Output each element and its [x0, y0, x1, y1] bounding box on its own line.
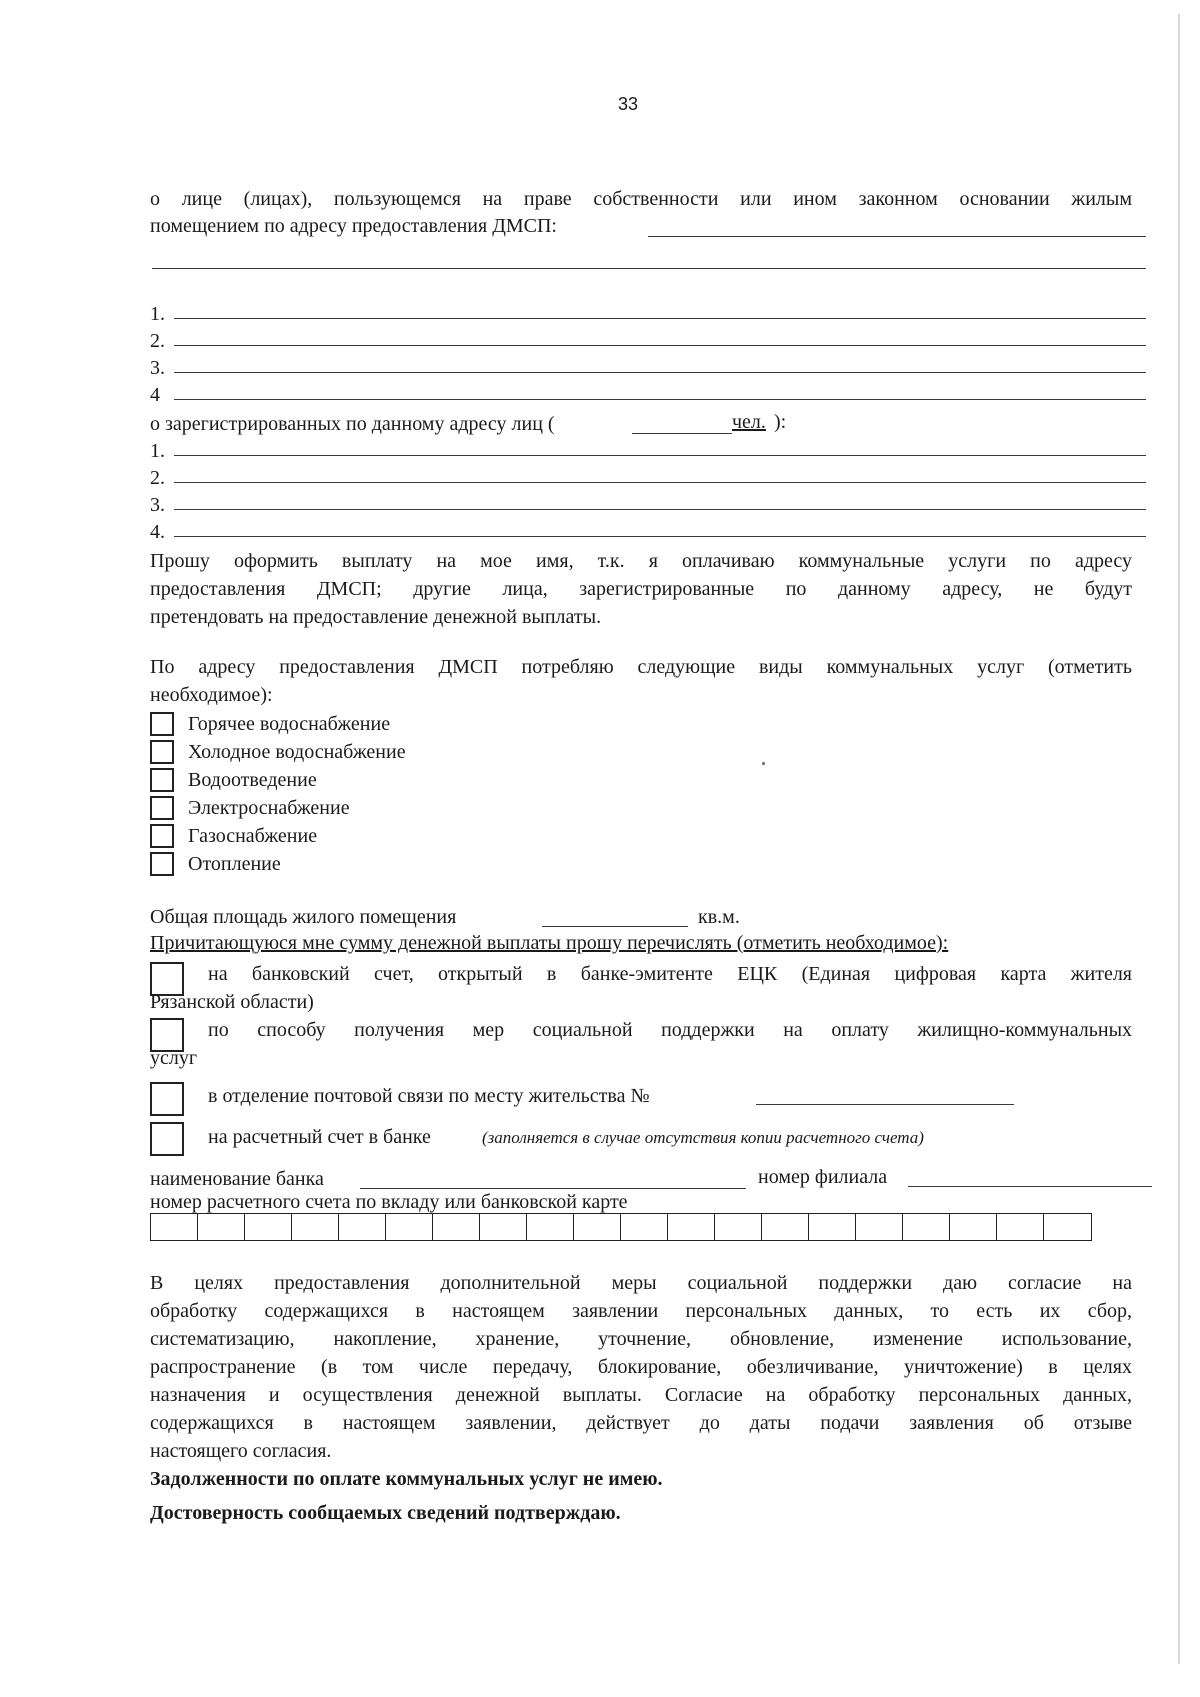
account-digit-cell[interactable] [198, 1214, 245, 1240]
payment-heading: Причитающуюся мне сумму денежной выплаты прошу перечислять (отметить необходимое): [150, 932, 949, 954]
persons-intro-line-1: о лице (лицах), пользующемся на праве собственности или ином законном основании жилым [150, 188, 1132, 210]
owner-number: 4 [150, 384, 160, 406]
branch-label: номер филиала [758, 1166, 888, 1188]
registered-field-1[interactable] [174, 455, 1146, 456]
consent-line-4: распространение (в том числе передачу, блокирование, обезличивание, уничтожение) в целях [150, 1356, 1132, 1378]
payment-post-office: в отделение почтовой связи по месту жительства № [208, 1085, 650, 1107]
consent-line-1: В целях предоставления дополнительной меры социальной поддержки даю согласие на [150, 1272, 1132, 1294]
services-intro-line-2: необходимое): [150, 684, 273, 706]
registered-label-start: о зарегистрированных по данному адресу лиц ( [150, 413, 555, 435]
account-digit-cell[interactable] [621, 1214, 668, 1240]
account-digit-cell[interactable] [433, 1214, 480, 1240]
registered-field-3[interactable] [174, 509, 1146, 510]
service-label-heating: Отопление [188, 853, 281, 875]
consent-line-3: систематизацию, накопление, хранение, уточнение, обновление, изменение использование, [150, 1328, 1132, 1350]
scan-edge [1178, 14, 1180, 1664]
area-label: Общая площадь жилого помещения [150, 906, 457, 928]
consent-line-5: назначения и осуществления денежной выплаты. Согласие на обработку персональных данных, [150, 1384, 1132, 1406]
registered-label-end: ): [774, 411, 787, 433]
account-digit-cell[interactable] [668, 1214, 715, 1240]
address-field-line-2[interactable] [152, 268, 1146, 269]
branch-field[interactable] [908, 1186, 1152, 1187]
account-number-grid[interactable] [150, 1213, 1092, 1241]
account-digit-cell[interactable] [762, 1214, 809, 1240]
request-line-1: Прошу оформить выплату на мое имя, т.к. я оплачиваю коммунальные услуги по адресу [150, 550, 1132, 572]
page-number: 33 [618, 94, 639, 114]
owner-number: 3. [150, 357, 165, 379]
payment-social-line-1: по способу получения мер социальной поддержки на оплату жилищно-коммунальных [208, 1019, 1132, 1041]
address-field-line-1[interactable] [648, 236, 1146, 237]
service-label-sewage: Водоотведение [188, 769, 317, 791]
owner-field-3[interactable] [174, 372, 1146, 373]
payment-account-note: (заполняется в случае отсутствия копии расчетного счета) [482, 1128, 924, 1147]
account-digit-cell[interactable] [856, 1214, 903, 1240]
account-digit-cell[interactable] [386, 1214, 433, 1240]
payment-account-label: на расчетный счет в банке [208, 1126, 431, 1148]
area-field[interactable] [542, 926, 688, 927]
service-label-gas: Газоснабжение [188, 825, 318, 847]
area-unit: кв.м. [698, 906, 740, 928]
request-line-2: предоставления ДМСП; другие лица, зарегистрированные по данному адресу, не будут [150, 578, 1132, 600]
service-checkbox-sewage[interactable] [150, 768, 174, 792]
service-checkbox-cold-water[interactable] [150, 740, 174, 764]
registered-label-unit: чел. [732, 411, 766, 433]
payment-checkbox-account[interactable] [150, 1122, 184, 1156]
owner-field-4[interactable] [174, 399, 1146, 400]
service-label-electricity: Электроснабжение [188, 797, 350, 819]
owner-number: 1. [150, 303, 165, 325]
consent-line-2: обработку содержащихся в настоящем заявлении персональных данных, то есть их сбор, [150, 1300, 1132, 1322]
registered-field-4[interactable] [174, 536, 1146, 537]
account-digit-cell[interactable] [527, 1214, 574, 1240]
consent-line-7: настоящего согласия. [150, 1440, 332, 1462]
account-digit-cell[interactable] [950, 1214, 997, 1240]
consent-line-6: содержащихся в настоящем заявлении, действует до даты подачи заявления об отзыве [150, 1412, 1132, 1434]
registered-number: 3. [150, 494, 165, 516]
confirmation-statement: Достоверность сообщаемых сведений подтверждаю. [150, 1502, 621, 1524]
account-digit-cell[interactable] [903, 1214, 950, 1240]
service-checkbox-heating[interactable] [150, 852, 174, 876]
service-label-cold-water: Холодное водоснабжение [188, 741, 406, 763]
service-label-hot-water: Горячее водоснабжение [188, 713, 391, 735]
account-digit-cell[interactable] [292, 1214, 339, 1240]
services-intro-line-1: По адресу предоставления ДМСП потребляю следующие виды коммунальных услуг (отметить [150, 656, 1132, 678]
request-line-3: претендовать на предоставление денежной выплаты. [150, 606, 602, 628]
registered-number: 4. [150, 521, 165, 543]
account-number-label: номер расчетного счета по вкладу или банковской карте [150, 1191, 628, 1213]
payment-bank-card-line-2: Рязанской области) [150, 991, 314, 1013]
no-debt-statement: Задолженности по оплате коммунальных услуг не имею. [150, 1468, 663, 1490]
account-digit-cell[interactable] [809, 1214, 856, 1240]
account-digit-cell[interactable] [339, 1214, 386, 1240]
account-digit-cell[interactable] [1044, 1214, 1091, 1240]
account-digit-cell[interactable] [245, 1214, 292, 1240]
persons-intro-line-2: помещением по адресу предоставления ДМСП: [150, 215, 557, 237]
post-office-number-field[interactable] [756, 1104, 1014, 1105]
payment-social-line-2: услуг [150, 1047, 198, 1069]
owner-field-1[interactable] [174, 318, 1146, 319]
owner-number: 2. [150, 330, 165, 352]
registered-number: 1. [150, 440, 165, 462]
service-checkbox-gas[interactable] [150, 824, 174, 848]
payment-checkbox-post-office[interactable] [150, 1082, 184, 1116]
registered-count-field[interactable] [632, 433, 732, 434]
registered-number: 2. [150, 467, 165, 489]
account-digit-cell[interactable] [997, 1214, 1044, 1240]
bank-name-label: наименование банка [150, 1168, 324, 1190]
account-digit-cell[interactable] [480, 1214, 527, 1240]
account-digit-cell[interactable] [151, 1214, 198, 1240]
scan-speck [762, 762, 765, 765]
registered-field-2[interactable] [174, 482, 1146, 483]
account-digit-cell[interactable] [715, 1214, 762, 1240]
service-checkbox-hot-water[interactable] [150, 712, 174, 736]
account-digit-cell[interactable] [574, 1214, 621, 1240]
owner-field-2[interactable] [174, 345, 1146, 346]
service-checkbox-electricity[interactable] [150, 796, 174, 820]
payment-bank-card-line-1: на банковский счет, открытый в банке-эмитенте ЕЦК (Единая цифровая карта жителя [208, 963, 1132, 985]
